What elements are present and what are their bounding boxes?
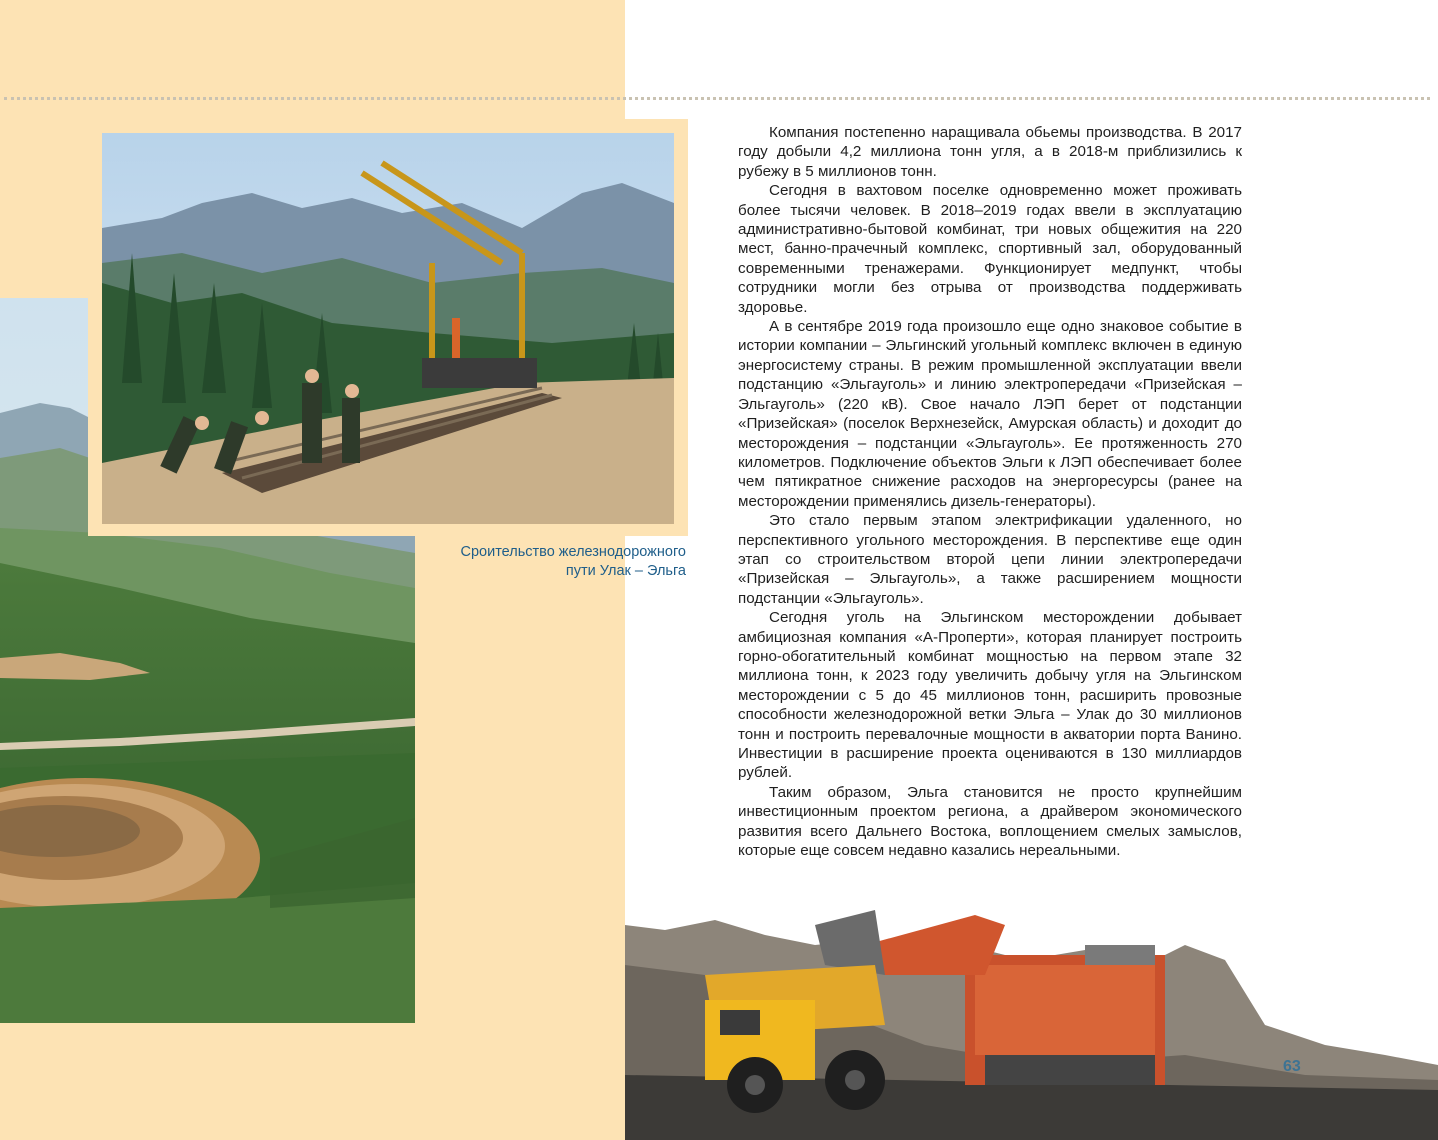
photo-caption	[420, 543, 686, 581]
dotted-divider	[4, 97, 1430, 100]
page-number: 63	[1283, 1058, 1301, 1075]
railway-photo-illustration	[102, 133, 674, 524]
mining-photo-illustration	[625, 905, 1438, 1140]
caption-line-1: Сроительство железнодорожного	[460, 544, 686, 560]
article-paragraph: Таким образом, Эльга становится не просто крупнейшим инвестиционным проектом региона, а драйвером экономического развития всего Дальнего Востока, воплощением смелых замыслов, которые еще совсем недавно казались нереальными.	[738, 783, 1242, 860]
caption-line-2: пути Улак – Эльга	[565, 563, 686, 579]
article-paragraph: Это стало первым этапом электрификации удаленного, но перспективного угольного месторождения. В перспективе еще один этап со строительством второй цепи линии электропередачи «Призейская – Эльгауголь», а также расширением мощности подстанции «Эльгауголь».	[738, 512, 1242, 607]
article-body	[738, 123, 1242, 860]
article-paragraph: Сегодня уголь на Эльгинском месторождении добывает амбициозная компания «А-Проперти», которая планирует построить горно-обогатительный комбинат мощностью на первом этапе 32 миллиона тонн, к 2023 году увеличить добычу угля на Эльгинском месторождении с 5 до 45 миллионов тонн, расширить провозные способности железнодорожной ветки Эльга – Улак до 30 миллионов тонн и построить перевалочные мощности в акватории порта Ванино. Инвестиции в расширение проекта оцениваются в 130 миллиардов рублей.	[738, 609, 1242, 782]
article-paragraph: А в сентябре 2019 года произошло еще одно знаковое событие в истории компании – Эльгинский угольный комплекс включен в единую энергосистему страны. В режим промышленной эксплуатации ввели подстанцию «Эльгауголь» и линию электропередачи «Призейская – Эльгауголь» (220 кВ). Свое начало ЛЭП берет от подстанции «Призейская» (поселок Верхнезейск, Амурская область) и доходит до месторождения – подстанции «Эльгауголь». Ее протяженность 270 километров. Подключение объектов Эльги к ЛЭП обеспечивает более чем пятикратное снижение расходов на энергоресурсы (ранее на месторождении применялись дизель-генераторы).	[738, 318, 1242, 510]
article-paragraph: Компания постепенно наращивала обьемы производства. В 2017 году добыли 4,2 миллиона тонн угля, а в 2018-м приблизились к рубежу в 5 миллионов тонн.	[738, 124, 1242, 180]
mining-equipment-photo	[625, 905, 1438, 1140]
railway-construction-photo	[102, 133, 674, 524]
article-paragraph: Сегодня в вахтовом поселке одновременно может проживать более тысячи человек. В 2018–2019 годах ввели в эксплуатацию административно-бытовой комбинат, три новых общежития на 220 мест, банно-прачечный комплекс, спортивный зал, оборудованный современными тренажерами. Функционирует медпункт, чтобы сотрудники могли без отрыва от производства поддерживать здоровье.	[738, 182, 1242, 316]
